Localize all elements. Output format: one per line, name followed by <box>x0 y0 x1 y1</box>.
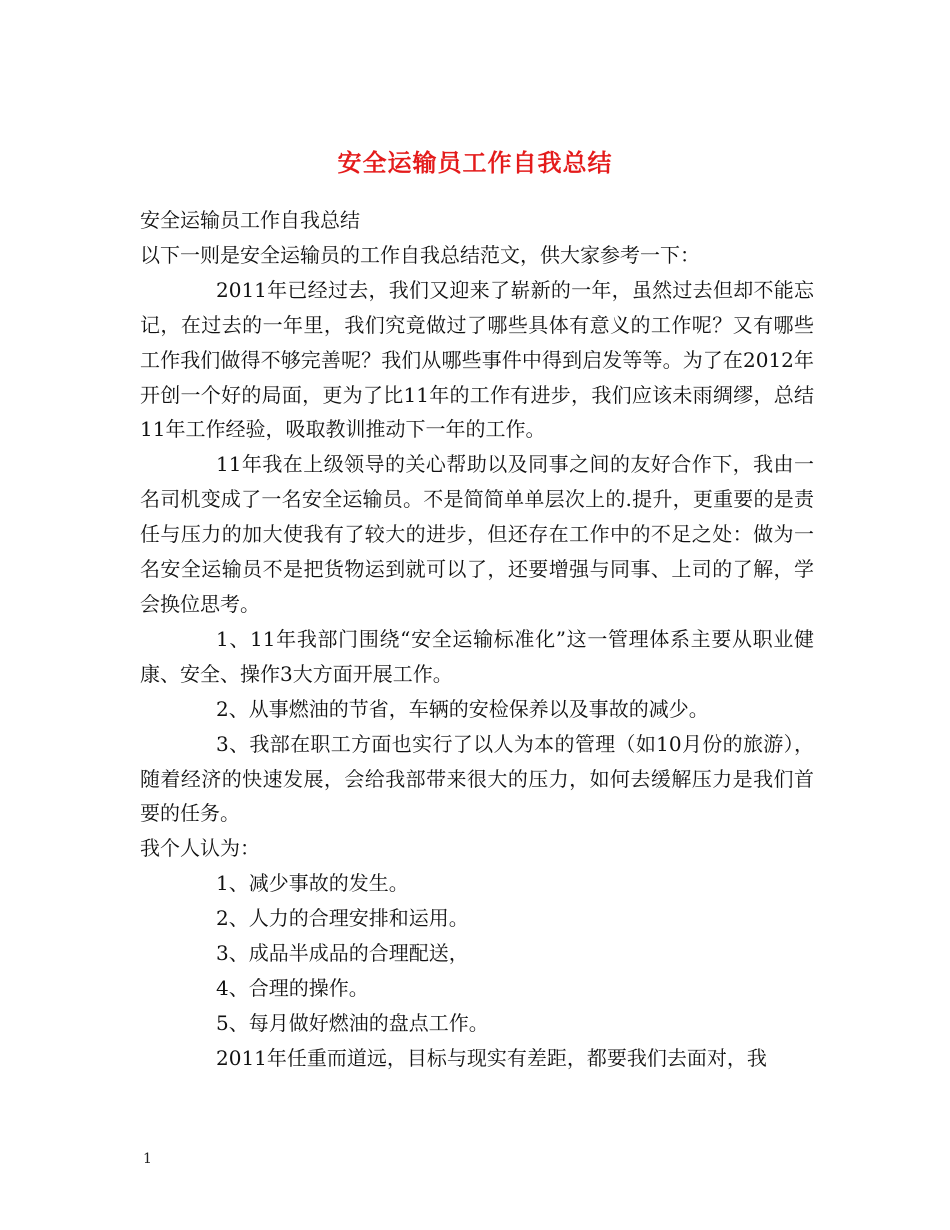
document-body <box>140 203 814 1076</box>
page-title: 安全运输员工作自我总结 <box>337 148 613 178</box>
closing-line: 2011年任重而道远，目标与现实有差距，都要我们去面对，我 <box>216 1045 767 1070</box>
opinion-item-3: 3、成品半成品的合理配送， <box>216 941 469 966</box>
work-item-3: 3、我部在职工方面也实行了以人为本的管理（如10月份的旅游），随着经济的快速发展，会给我部带来很大的压力，如何去缓解压力是我们首要的任务。 <box>140 731 814 826</box>
document-subtitle: 安全运输员工作自我总结 <box>140 208 360 232</box>
opinion-heading: 我个人认为： <box>140 836 260 861</box>
opinion-item-4: 4、合理的操作。 <box>216 975 369 1000</box>
work-item-1: 1、11年我部门围绕“安全运输标准化”这一管理体系主要从职业健康、安全、操作3大方面开展工作。 <box>140 626 814 686</box>
intro-line: 以下一则是安全运输员的工作自我总结范文，供大家参考一下： <box>140 242 700 267</box>
opinion-item-5: 5、每月做好燃油的盘点工作。 <box>216 1010 489 1035</box>
work-item-2: 2、从事燃油的节省，车辆的安检保养以及事故的减少。 <box>216 696 709 721</box>
opinion-item-1: 1、减少事故的发生。 <box>216 871 409 896</box>
paragraph-review: 2011年已经过去，我们又迎来了崭新的一年，虽然过去但却不能忘记，在过去的一年里，我们究竟做过了哪些具体有意义的工作呢？又有哪些工作我们做得不够完善呢？我们从哪些事件中得到启发等等。为了在2012年开创一个好的局面，更为了比11年的工作有进步，我们应该未雨绸缪，总结11年工作经验，吸取教训推动下一年的工作。 <box>140 277 814 442</box>
page-number: 1 <box>143 1151 152 1167</box>
opinion-item-2: 2、人力的合理安排和运用。 <box>216 906 469 931</box>
paragraph-promotion: 11年我在上级领导的关心帮助以及同事之间的友好合作下，我由一名司机变成了一名安全运输员。不是简简单单层次上的.提升，更重要的是责任与压力的加大使我有了较大的进步，但还存在工作中的不足之处：做为一名安全运输员不是把货物运到就可以了，还要增强与同事、上司的了解，学会换位思考。 <box>140 452 814 616</box>
